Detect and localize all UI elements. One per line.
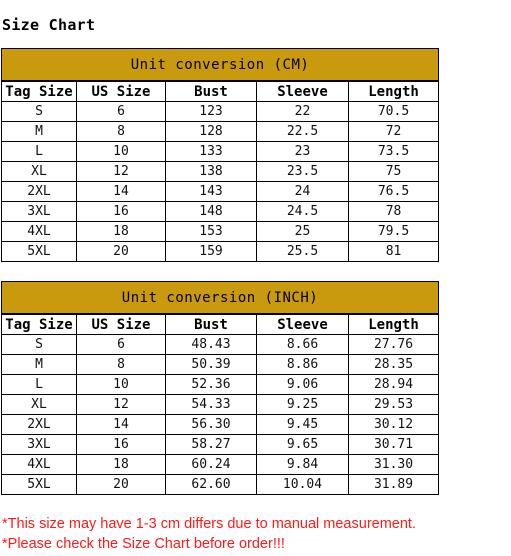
column-header-bust: Bust xyxy=(166,314,257,335)
column-header-bust: Bust xyxy=(166,81,257,102)
cell-us-size: 16 xyxy=(77,202,166,222)
cell-tag-size: M xyxy=(2,122,77,142)
column-header-tag-size: Tag Size xyxy=(2,81,77,102)
column-header-length: Length xyxy=(349,314,439,335)
table-row xyxy=(2,355,439,375)
cell-bust: 50.39 xyxy=(166,355,257,375)
column-header-sleeve: Sleeve xyxy=(257,314,349,335)
cell-sleeve: 22.5 xyxy=(257,122,349,142)
cell-us-size: 14 xyxy=(77,415,166,435)
cell-us-size: 10 xyxy=(77,375,166,395)
cell-sleeve: 23.5 xyxy=(257,162,349,182)
cell-us-size: 18 xyxy=(77,222,166,242)
cell-tag-size: XL xyxy=(2,395,77,415)
cell-sleeve: 9.84 xyxy=(257,455,349,475)
cell-sleeve: 25 xyxy=(257,222,349,242)
cell-us-size: 18 xyxy=(77,455,166,475)
cell-length: 27.76 xyxy=(349,335,439,355)
cell-sleeve: 8.86 xyxy=(257,355,349,375)
table-caption-inch: Unit conversion (INCH) xyxy=(2,282,439,315)
cell-bust: 58.27 xyxy=(166,435,257,455)
measurement-note: *This size may have 1-3 cm differs due to manual measurement. xyxy=(2,516,416,532)
table-row xyxy=(2,435,439,455)
cell-tag-size: 3XL xyxy=(2,435,77,455)
cell-us-size: 10 xyxy=(77,142,166,162)
cell-us-size: 12 xyxy=(77,395,166,415)
cell-tag-size: 4XL xyxy=(2,455,77,475)
cell-length: 70.5 xyxy=(349,102,439,122)
cell-length: 29.53 xyxy=(349,395,439,415)
cell-tag-size: 2XL xyxy=(2,182,77,202)
cell-bust: 54.33 xyxy=(166,395,257,415)
cell-bust: 60.24 xyxy=(166,455,257,475)
table-body-inch xyxy=(2,335,439,495)
cell-tag-size: S xyxy=(2,102,77,122)
cell-length: 72 xyxy=(349,122,439,142)
order-warning-note: *Please check the Size Chart before order!!! xyxy=(2,536,285,552)
cell-bust: 153 xyxy=(166,222,257,242)
table-caption-cm: Unit conversion (CM) xyxy=(2,49,439,82)
cell-length: 73.5 xyxy=(349,142,439,162)
table-row xyxy=(2,102,439,122)
cell-sleeve: 9.65 xyxy=(257,435,349,455)
column-header-sleeve: Sleeve xyxy=(257,81,349,102)
cell-sleeve: 9.45 xyxy=(257,415,349,435)
table-row xyxy=(2,455,439,475)
cell-length: 79.5 xyxy=(349,222,439,242)
cell-sleeve: 9.06 xyxy=(257,375,349,395)
cell-sleeve: 24.5 xyxy=(257,202,349,222)
cell-length: 31.89 xyxy=(349,475,439,495)
table-body-cm xyxy=(2,102,439,262)
header-row xyxy=(2,314,439,335)
cell-length: 81 xyxy=(349,242,439,262)
cell-tag-size: XL xyxy=(2,162,77,182)
cell-length: 75 xyxy=(349,162,439,182)
cell-bust: 148 xyxy=(166,202,257,222)
table-row xyxy=(2,162,439,182)
cell-us-size: 16 xyxy=(77,435,166,455)
table-row xyxy=(2,415,439,435)
cell-bust: 159 xyxy=(166,242,257,262)
cell-tag-size: L xyxy=(2,142,77,162)
cell-bust: 48.43 xyxy=(166,335,257,355)
cell-us-size: 14 xyxy=(77,182,166,202)
cell-tag-size: 2XL xyxy=(2,415,77,435)
table-row xyxy=(2,335,439,355)
size-table-cm xyxy=(1,48,439,262)
cell-tag-size: 4XL xyxy=(2,222,77,242)
column-header-length: Length xyxy=(349,81,439,102)
cell-us-size: 8 xyxy=(77,355,166,375)
cell-bust: 56.30 xyxy=(166,415,257,435)
cell-bust: 143 xyxy=(166,182,257,202)
cell-length: 28.35 xyxy=(349,355,439,375)
cell-us-size: 8 xyxy=(77,122,166,142)
column-header-tag-size: Tag Size xyxy=(2,314,77,335)
table-row xyxy=(2,122,439,142)
cell-bust: 123 xyxy=(166,102,257,122)
cell-tag-size: 5XL xyxy=(2,475,77,495)
cell-tag-size: 3XL xyxy=(2,202,77,222)
cell-length: 76.5 xyxy=(349,182,439,202)
table-row xyxy=(2,395,439,415)
cell-bust: 62.60 xyxy=(166,475,257,495)
cell-sleeve: 25.5 xyxy=(257,242,349,262)
cell-sleeve: 24 xyxy=(257,182,349,202)
cell-bust: 52.36 xyxy=(166,375,257,395)
table-row xyxy=(2,242,439,262)
cell-sleeve: 22 xyxy=(257,102,349,122)
table-row xyxy=(2,142,439,162)
cell-bust: 133 xyxy=(166,142,257,162)
cell-length: 30.12 xyxy=(349,415,439,435)
cell-us-size: 12 xyxy=(77,162,166,182)
table-row xyxy=(2,202,439,222)
cell-tag-size: 5XL xyxy=(2,242,77,262)
cell-us-size: 20 xyxy=(77,242,166,262)
size-table-inch xyxy=(1,281,439,495)
cell-us-size: 20 xyxy=(77,475,166,495)
table-row xyxy=(2,375,439,395)
table-row xyxy=(2,475,439,495)
cell-sleeve: 9.25 xyxy=(257,395,349,415)
cell-length: 28.94 xyxy=(349,375,439,395)
cell-length: 30.71 xyxy=(349,435,439,455)
column-header-us-size: US Size xyxy=(77,314,166,335)
table-row xyxy=(2,182,439,202)
cell-tag-size: S xyxy=(2,335,77,355)
cell-length: 31.30 xyxy=(349,455,439,475)
page-title: Size Chart xyxy=(2,16,96,34)
cell-sleeve: 23 xyxy=(257,142,349,162)
column-header-us-size: US Size xyxy=(77,81,166,102)
cell-us-size: 6 xyxy=(77,102,166,122)
cell-tag-size: L xyxy=(2,375,77,395)
cell-bust: 138 xyxy=(166,162,257,182)
cell-us-size: 6 xyxy=(77,335,166,355)
header-row xyxy=(2,81,439,102)
cell-bust: 128 xyxy=(166,122,257,142)
cell-sleeve: 8.66 xyxy=(257,335,349,355)
cell-length: 78 xyxy=(349,202,439,222)
cell-sleeve: 10.04 xyxy=(257,475,349,495)
table-row xyxy=(2,222,439,242)
cell-tag-size: M xyxy=(2,355,77,375)
